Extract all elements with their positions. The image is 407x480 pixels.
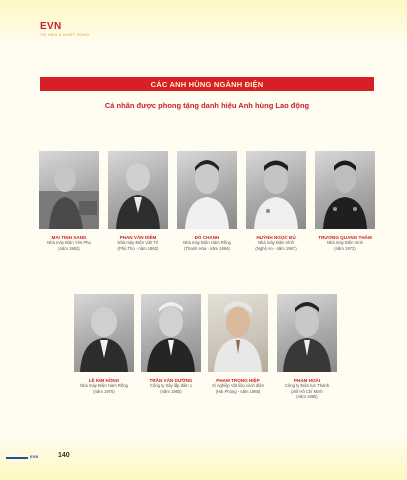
hero-portrait [141, 294, 201, 372]
hero-workplace: Nhà máy Điện Hàm Rồng [80, 383, 128, 388]
hero-name: MAI TINH XANG [51, 235, 87, 240]
hero-card [243, 151, 309, 251]
hero-workplace: Nhà máy Điện Vinh [326, 240, 363, 245]
footer-rule [6, 457, 28, 459]
page-number: 140 [58, 452, 70, 459]
section-banner-title: CÁC ANH HÙNG NGÀNH ĐIỆN [150, 79, 264, 89]
hero-name: HUỲNH NGỌC ĐỦ [256, 235, 296, 240]
hero-name: PHAN VĂN DIÊM [119, 235, 157, 240]
hero-card [205, 294, 271, 394]
hero-portrait [177, 151, 237, 229]
hero-portrait [315, 151, 375, 229]
portrait-photo-icon [177, 151, 237, 229]
hero-card [71, 294, 137, 394]
portrait-photo-icon [108, 151, 168, 229]
evn-logo: EVN [40, 21, 62, 32]
hero-name: ĐỖ CHANH [194, 235, 220, 240]
hero-year: (năm 1985) [160, 388, 182, 394]
hero-portrait [108, 151, 168, 229]
section-banner [40, 77, 374, 91]
logo-tagline: TỰ HÀO & KHÁT VỌNG [40, 32, 90, 37]
hero-workplace: Nhà máy Điện Vinh [257, 240, 294, 245]
hero-portrait [246, 151, 306, 229]
portrait-photo-icon [246, 151, 306, 229]
hero-card [36, 151, 102, 251]
hero-card [105, 151, 171, 251]
hero-card [138, 294, 204, 394]
hero-city: phố Hồ Chí Minh [291, 388, 323, 394]
hero-name: TRƯƠNG QUANG THẮM [318, 235, 372, 240]
hero-workplace: Nhà máy Điện Việt Trì [117, 240, 159, 245]
hero-name: PHẠM TRỌNG HIỆP [216, 378, 260, 383]
hero-workplace: Nhà máy Điện Yên Phụ [47, 240, 91, 245]
hero-portrait [39, 151, 99, 229]
hero-portrait [277, 294, 337, 372]
hero-year: (năm 1975) [93, 388, 115, 394]
hero-year: (năm 1985) [296, 394, 318, 400]
hero-year: (năm 1972) [334, 245, 356, 251]
hero-workplace: Công ty Điện lực Thành [284, 383, 330, 388]
portrait-photo-icon [208, 294, 268, 372]
hero-portrait [74, 294, 134, 372]
section-subtitle: Cá nhân được phong tặng danh hiệu Anh hùng Lao động [104, 101, 310, 110]
portrait-photo-icon [141, 294, 201, 372]
hero-year: (Nghệ An - năm 1967) [255, 245, 297, 251]
portrait-photo-icon [74, 294, 134, 372]
hero-name: PHẠM HOÀI [293, 378, 321, 383]
hero-workplace: Công ty Xây lắp điện 1 [149, 383, 193, 388]
footer-brand: EVN [30, 454, 39, 459]
hero-year: (năm 1962) [58, 245, 80, 251]
hero-name: TRẦN VĂN DƯỠNG [149, 378, 193, 383]
hero-name: LÊ KIM HỒNG [88, 378, 120, 383]
hero-year: (Phú Thọ - năm 1962) [117, 245, 159, 251]
hero-year: (Thanh Hóa - năm 1966) [184, 245, 230, 251]
portrait-photo-icon [315, 151, 375, 229]
hero-workplace: Nhà máy Điện Hàm Rồng [183, 240, 231, 245]
hero-workplace: Xí nghiệp Vật liệu cách điện [212, 383, 264, 388]
hero-card [312, 151, 378, 251]
portrait-photo-icon [277, 294, 337, 372]
portrait-photo-icon [39, 151, 99, 229]
hero-year: (Hải Phòng - năm 1985) [215, 388, 261, 394]
hero-card [274, 294, 340, 400]
hero-portrait [208, 294, 268, 372]
hero-card [174, 151, 240, 251]
